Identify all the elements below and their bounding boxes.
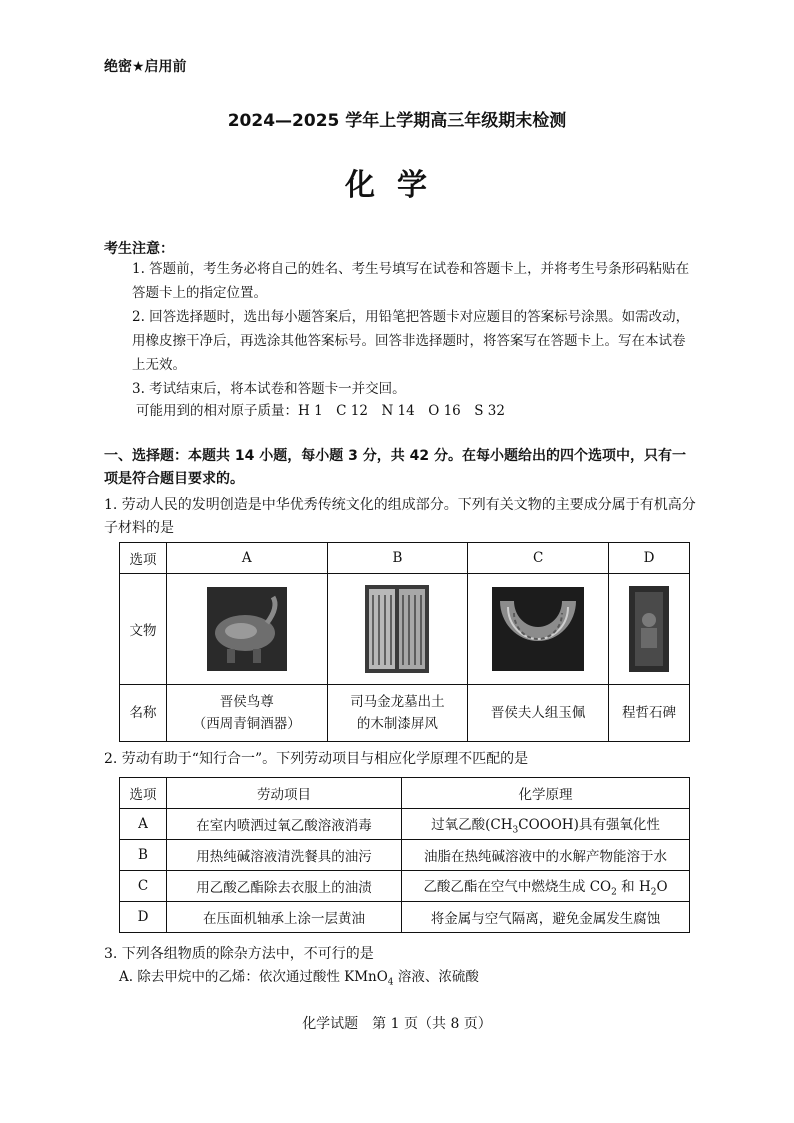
option-cell: C — [120, 871, 167, 902]
option-name: 司马金龙墓出土 的木制漆屏风 — [327, 685, 468, 742]
principle-cell: 油脂在热纯碱溶液中的水解产物能溶于水 — [402, 840, 690, 871]
question-3-option-a: A. 除去甲烷中的乙烯：依次通过酸性 KMnO$_4$ 溶液、浓硫酸 — [119, 969, 479, 988]
column-header: 劳动项目 — [167, 778, 402, 809]
project-cell: 在压面机轴承上涂一层黄油 — [167, 902, 402, 933]
option-cell: D — [120, 902, 167, 933]
principle-cell: 乙酸乙酯在空气中燃烧生成 $CO_2$ 和 $H_2O$ — [402, 871, 690, 902]
stone-stele-icon — [629, 586, 669, 672]
option-letter: B — [327, 543, 468, 574]
table-row — [120, 685, 690, 742]
lacquer-screen-icon — [365, 585, 429, 673]
notice-item-3: 3. 考试结束后，将本试卷和答题卡一并交回。 — [132, 381, 406, 397]
table-row — [120, 840, 690, 871]
table-row — [120, 871, 690, 902]
question-2-stem: 2. 劳动有助于“知行合一”。下列劳动项目与相应化学原理不匹配的是 — [104, 751, 529, 767]
column-header: 化学原理 — [402, 778, 690, 809]
project-cell: 用热纯碱溶液清洗餐具的油污 — [167, 840, 402, 871]
question-3-stem: 3. 下列各组物质的除杂方法中，不可行的是 — [104, 946, 374, 962]
principle-cell: 将金属与空气隔离，避免金属发生腐蚀 — [402, 902, 690, 933]
relic-cell-a — [167, 574, 328, 685]
option-name: 晋侯鸟尊 （西周青铜酒器） — [167, 685, 328, 742]
option-name: 程哲石碑 — [608, 685, 689, 742]
row-label: 选项 — [120, 543, 167, 574]
exam-title: 2024—2025 学年上学期高三年级期末检测 — [227, 111, 567, 131]
relic-cell-d — [608, 574, 689, 685]
table-row — [120, 902, 690, 933]
option-letter: D — [608, 543, 689, 574]
question-2-table — [119, 777, 690, 933]
atomic-masses: 可能用到的相对原子质量：H 1 C 12 N 14 O 16 S 32 — [136, 403, 505, 419]
secret-mark: 绝密★启用前 — [104, 59, 187, 75]
column-header: 选项 — [120, 778, 167, 809]
section-heading: 一、选择题：本题共 14 小题，每小题 3 分，共 42 分。在每小题给出的四个选项中，只有一项是符合题目要求的。 — [104, 448, 686, 487]
table-row — [120, 809, 690, 840]
page-footer: 化学试题 第 1 页（共 8 页） — [302, 1016, 492, 1032]
option-letter: C — [468, 543, 609, 574]
option-cell: B — [120, 840, 167, 871]
option-letter: A — [167, 543, 328, 574]
relic-cell-c — [468, 574, 609, 685]
jade-pendant-icon — [492, 587, 584, 671]
question-1-table — [119, 542, 690, 742]
row-label: 名称 — [120, 685, 167, 742]
table-row — [120, 543, 690, 574]
notice-heading: 考生注意： — [104, 241, 174, 257]
table-row — [120, 778, 690, 809]
subject-title: 化学 — [345, 168, 449, 203]
project-cell: 在室内喷洒过氧乙酸溶液消毒 — [167, 809, 402, 840]
question-1-stem: 1. 劳动人民的发明创造是中华优秀传统文化的组成部分。下列有关文物的主要成分属于有机高分子材料的是 — [104, 497, 696, 536]
notice-item-1: 1. 答题前，考生务必将自己的姓名、考生号填写在试卷和答题卡上，并将考生号条形码粘贴在答题卡上的指定位置。 — [132, 261, 690, 301]
table-row — [120, 574, 690, 685]
option-cell: A — [120, 809, 167, 840]
principle-cell: 过氧乙酸$(CH_3COOOH)$具有强氧化性 — [402, 809, 690, 840]
project-cell: 用乙酸乙酯除去衣服上的油渍 — [167, 871, 402, 902]
notice-item-2: 2. 回答选择题时，选出每小题答案后，用铅笔把答题卡对应题目的答案标号涂黑。如需改动，用橡皮擦干净后，再选涂其他答案标号。回答非选择题时，将答案写在答题卡上。写在本试卷上无效。 — [132, 309, 690, 373]
relic-cell-b — [327, 574, 468, 685]
bronze-bird-vessel-icon — [207, 587, 287, 671]
row-label: 文物 — [120, 574, 167, 685]
option-name: 晋侯夫人组玉佩 — [468, 685, 609, 742]
